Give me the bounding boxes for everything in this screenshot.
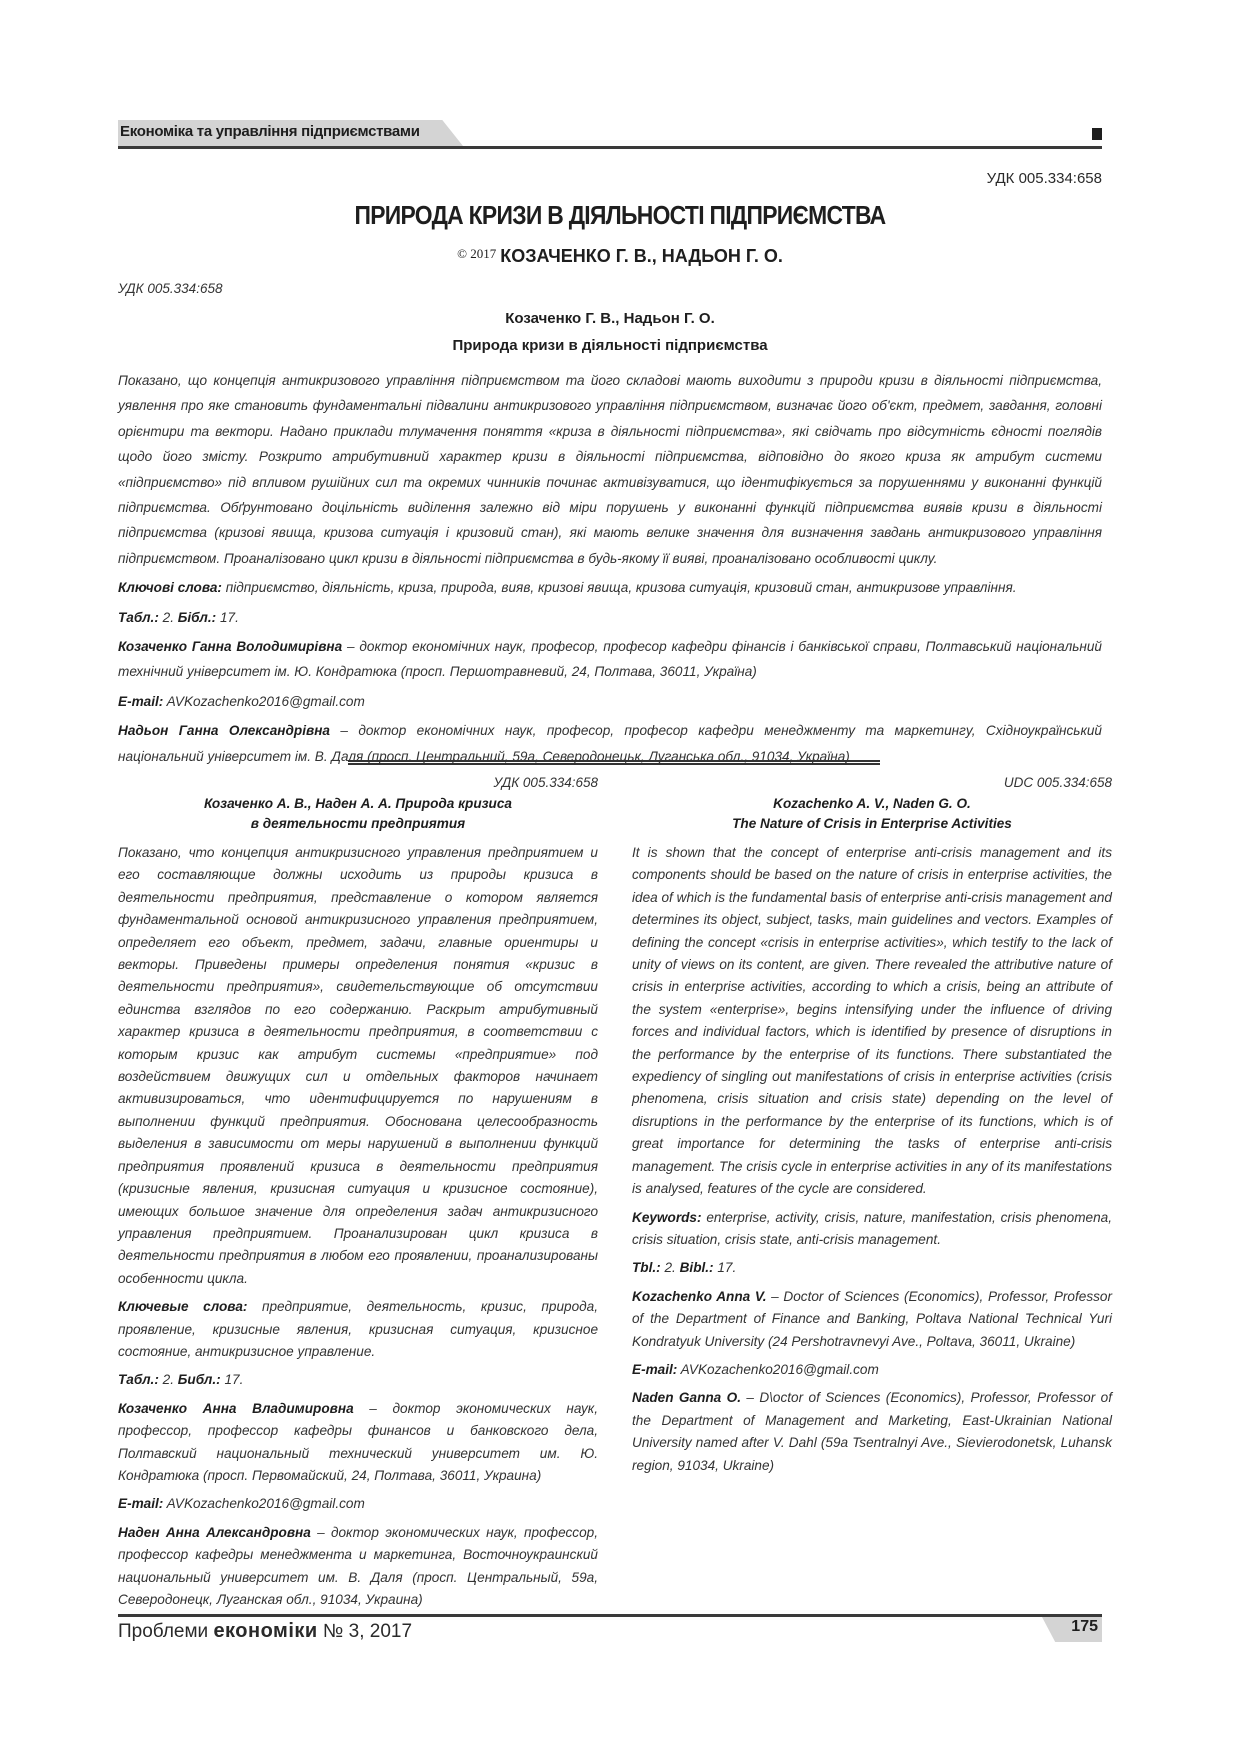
footer-rule [118, 1614, 1102, 1617]
en-heading-line1: Kozachenko A. V., Naden G. O. [773, 796, 971, 811]
journal-issue: № 3, 2017 [317, 1621, 413, 1642]
en-keywords [632, 1207, 1112, 1252]
page-number: 175 [1071, 1618, 1098, 1635]
ru-tables-bibl [118, 1369, 598, 1391]
ru-keywords-text: предприятие, деятельность, кризис, природа, проявление, кризисные явления, кризисная ситуация, кризисное состояние, антикризисное управление. [118, 1299, 598, 1359]
ua-author1-info: – доктор економічних наук, професор, професор кафедри фінансів і банківської справи, Полтавський національний технічний університет ім. Ю. Кондратюка (просп. Першотравневий, 24, Полтава, 36011, Україна) [118, 639, 1102, 680]
ua-udk: УДК 005.334:658 [118, 281, 223, 296]
en-keywords-label: Keywords: [632, 1209, 702, 1225]
authors-caps: КОЗАЧЕНКО Г. В., НАДЬОН Г. О. [500, 246, 783, 266]
en-author2-info: – D\octor of Sciences (Economics), Professor, Professor of the Department of Management and Marketing, East-Ukrainian National University named after V. Dahl (59a Tsentralnyi Ave., Sievierodonetsk, Luhansk region, 91034, Ukraine) [632, 1390, 1113, 1473]
ua-email-link[interactable]: AVKozachenko2016@gmail.com [163, 693, 365, 709]
ru-email [118, 1493, 598, 1515]
en-email-link[interactable]: AVKozachenko2016@gmail.com [677, 1361, 879, 1377]
journal-prefix: Проблеми [118, 1621, 214, 1642]
en-bibl-value: 17. [713, 1260, 737, 1276]
ua-bibl-value: 17. [216, 609, 239, 625]
ua-authors: Козаченко Г. В., Надьон Г. О. [505, 310, 715, 327]
en-tbl-value: 2. [660, 1260, 680, 1276]
ua-bibl-label: Бібл.: [177, 609, 217, 625]
page-footer [118, 1614, 1102, 1644]
journal-name [118, 1620, 412, 1643]
ua-author1 [118, 634, 1102, 685]
square-marker-icon [1092, 128, 1102, 140]
ru-author2 [118, 1522, 598, 1612]
ua-email [118, 689, 1102, 714]
russian-abstract-column [118, 775, 598, 1611]
ua-tbl-value: 2. [158, 609, 178, 625]
ru-author2-name: Наден Анна Александровна [118, 1524, 311, 1540]
ua-keywords-label: Ключові слова: [118, 580, 222, 596]
ru-email-link[interactable]: AVKozachenko2016@gmail.com [163, 1496, 365, 1512]
en-author1-info: – Doctor of Sciences (Economics), Professor, Professor of the Department of Finance and Banking, Poltava National Technical Yuri Kondratyuk University (24 Pershotravnevyi Ave., Poltava, 36011, Ukraine) [632, 1288, 1112, 1349]
en-tbl-label: Tbl.: [632, 1260, 661, 1276]
ru-author1-info: – доктор экономических наук, профессор, профессор кафедры финансов и банковского дела, Полтавский национальный технический университет им. Ю. Кондратюка (просп. Первомайский, 24, Полтава, 36011, Украина) [118, 1400, 598, 1483]
ua-keywords-text: підприємство, діяльність, криза, природа, вияв, кризові явища, кризова ситуація, кризовий стан, антикризове управління. [221, 580, 1017, 596]
ua-author1-name: Козаченко Ганна Володимирівна [118, 639, 343, 655]
en-email-label: E-mail: [632, 1361, 678, 1377]
en-udc: UDC 005.334:658 [1003, 775, 1112, 790]
ru-bibl-value: 17. [220, 1372, 244, 1388]
en-author1 [632, 1286, 1112, 1353]
en-abstract: It is shown that the concept of enterprise anti-crisis management and its components should be based on the nature of crisis in enterprise activities, the idea of which is the fundamental basis of enterprise anti-crisis management and determines its object, subject, tasks, main guidelines and vectors. Examples of defining the concept «crisis in enterprise activities», which testify to the lack of unity of views on its content, are given. There revealed the attributive nature of crisis in enterprise activities, according to which a crisis, being an attribute of the system «enterprise», begins intensifying under the influence of driving forces and individual factors, which is identified by presence of disruptions in the performance by the enterprise of its functions. There substantiated the expediency of singling out manifestations of crisis in enterprise activities (crisis phenomena, crisis situation and crisis state) depending on the level of disruptions in the performance by the enterprise of its functions, which is of great importance for determining the tasks of enterprise anti-crisis management. The crisis cycle in enterprise activities in any of its manifestations is analysed, features of the cycle are considered. [632, 845, 1112, 1197]
en-author2 [632, 1387, 1112, 1477]
ru-bibl-label: Библ.: [177, 1372, 221, 1388]
ru-keywords-label: Ключевые слова: [118, 1299, 248, 1315]
ru-tbl-label: Табл.: [118, 1372, 159, 1388]
ru-abstract: Показано, что концепция антикризисного управления предприятием и его составляющие должны исходить из природы кризиса в деятельности предприятия, представление о котором является фундаментальной основой антикризисного управления предприятием, определяет его объект, предмет, задачи, главные ориентиры и векторы. Приведены примеры определения понятия «кризис в деятельности предприятия», свидетельствующие об отсутствии единства взглядов по его содержанию. Раскрыт атрибутивный характер кризиса в деятельности предприятия, в соответствии с которым кризис как атрибут системы «предприятие» под воздействием движущих сил и отдельных факторов начинает активизироваться, что идентифицируется по нарушениям в выполнении функций предприятия. Обоснована целесообразность выделения в зависимости от меры нарушений в выполнении функций предприятия проявлений кризиса в деятельности предприятия (кризисные явления, кризисная ситуация и кризисное состояние), имеющих большое значение для определения задач антикризисного управления предприятием. Проанализирован цикл кризиса в деятельности предприятия в любом его проявлении, проанализированы особенности цикла. [118, 845, 598, 1286]
ru-keywords [118, 1296, 598, 1363]
ru-email-label: E-mail: [118, 1496, 164, 1512]
article-title: ПРИРОДА КРИЗИ В ДІЯЛЬНОСТІ ПІДПРИЄМСТВА [354, 200, 886, 230]
ua-tbl-label: Табл.: [118, 609, 159, 625]
ua-author2-name: Надьон Ганна Олександрівна [118, 723, 330, 739]
ua-tables-bibl [118, 605, 1102, 630]
ru-author1 [118, 1398, 598, 1488]
ru-author2-info: – доктор экономических наук, профессор, профессор кафедры менеджмента и маркетинга, Восточноукраинский национальный университет им. В. Даля (просп. Центральный, 59а, Северодонецк, Луганская обл., 91034, Украина) [118, 1524, 598, 1607]
ua-title: Природа кризи в діяльності підприємства [452, 337, 768, 354]
en-keywords-text: enterprise, activity, crisis, nature, manifestation, crisis phenomena, crisis situation, crisis state, anti-crisis management. [632, 1209, 1112, 1247]
section-title: Економіка та управління підприємствами [120, 123, 420, 140]
ua-author2-info: – доктор економічних наук, професор, професор кафедри менеджменту та маркетингу, Східноукраїнський національний університет ім. В. Даля (просп. Центральний, 59а, Северодонецьк, Луганська обл., 91034, Україна) [118, 723, 1102, 764]
ua-abstract: Показано, що концепція антикризового управління підприємством та його складові мають виходити з природи кризи в діяльності підприємства, уявлення про яке становить фундаментальні підвалини антикризового управління підприємством, визначає його об'єкт, предмет, завдання, головні орієнтири та вектори. Надано приклади тлумачення поняття «криза в діяльності підприємства», які свідчать про відсутність єдності поглядів щодо його змісту. Розкрито атрибутивний характер кризи в діяльності підприємства, відповідно до якого криза як атрибут системи «підприємство» під впливом рушійних сил та окремих чинників починає активізуватися, що ідентифікується за порушеннями у виконанні функцій підприємства. Обґрунтовано доцільність виділення залежно від міри порушень у виконанні функцій підприємства виявів кризи в діяльності підприємства (кризові явища, кризова ситуація і кризовий стан), які мають велике значення для визначення завдань антикризового управління підприємством. Проаналізовано цикл кризи в діяльності підприємства в будь-якому її вияві, проаналізовано особливості циклу. [118, 373, 1102, 566]
ru-heading [118, 794, 598, 834]
ru-tbl-value: 2. [158, 1372, 178, 1388]
english-abstract-column [632, 775, 1112, 1477]
ua-email-label: E-mail: [118, 693, 164, 709]
copyright-notice: © 2017 [457, 246, 497, 261]
header-rule [118, 146, 1102, 149]
en-author2-name: Naden Ganna O. [632, 1390, 741, 1406]
double-rule-divider [348, 760, 880, 765]
running-header [118, 120, 1102, 148]
en-author1-name: Kozachenko Anna V. [632, 1288, 767, 1304]
ru-heading-line2: в деятельности предприятия [250, 816, 466, 831]
ru-udk: УДК 005.334:658 [493, 775, 598, 790]
ru-author1-name: Козаченко Анна Владимировна [118, 1400, 354, 1416]
ru-heading-line1: Козаченко А. В., Наден А. А. Природа кризиса [204, 796, 512, 811]
ua-keywords [118, 575, 1102, 600]
en-email [632, 1359, 1112, 1381]
en-bibl-label: Bibl.: [679, 1260, 714, 1276]
en-heading-line2: The Nature of Crisis in Enterprise Activities [732, 816, 1012, 831]
ukrainian-abstract-section [118, 281, 1102, 769]
article-authors [0, 246, 1240, 267]
journal-strong: економіки [213, 1620, 318, 1642]
udk-code: УДК 005.334:658 [986, 170, 1102, 187]
en-heading [632, 794, 1112, 834]
en-tables-bibl [632, 1257, 1112, 1279]
